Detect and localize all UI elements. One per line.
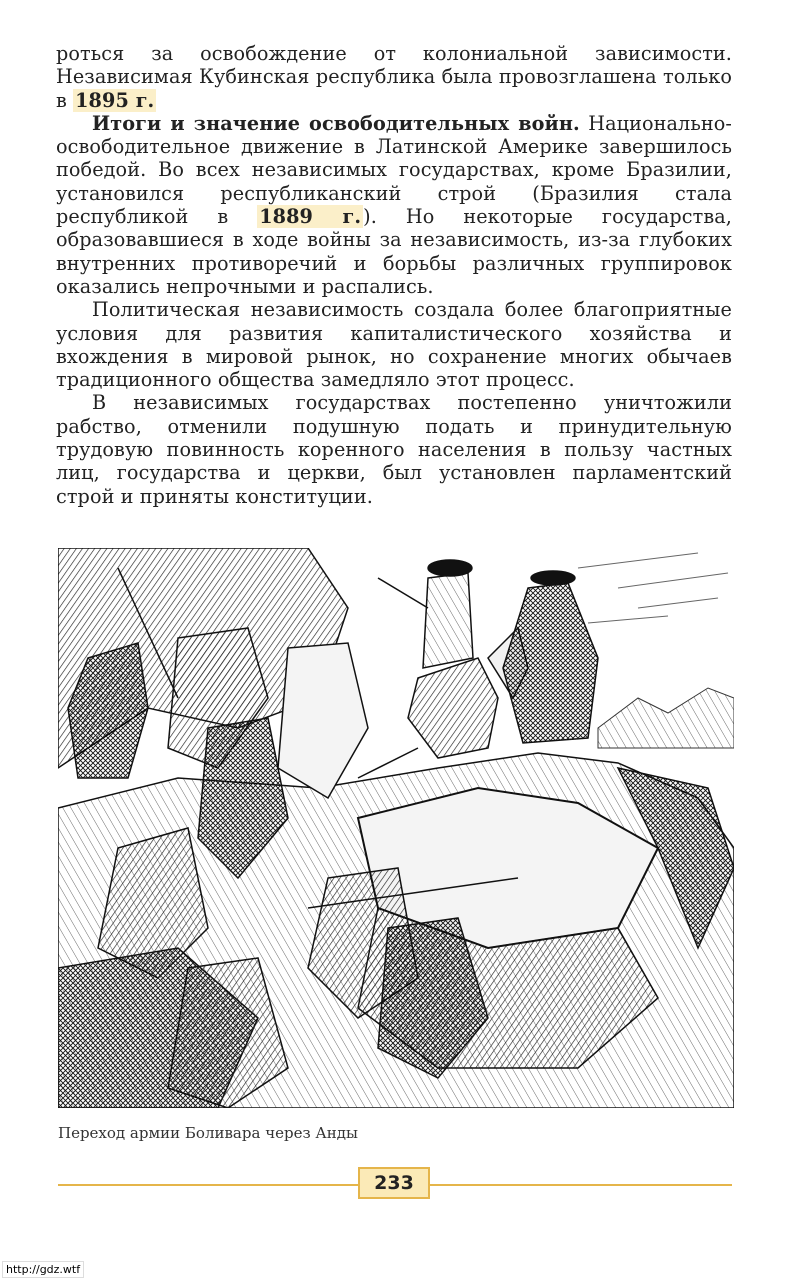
paragraph-1 xyxy=(56,42,732,112)
paragraph-3: Политическая независимость создала более благоприятные условия для развития капиталистического хозяйства и вхождения в мировой рынок, но сохранение многих обычаев традиционного общества замедляло этот процесс. xyxy=(56,298,732,392)
section-heading: Итоги и значение освободительных войн. xyxy=(92,111,580,135)
paragraph-2-text-a: Национально-освободительное движение в Латинской Америке завершилось победой. Во всех независимых государствах, кроме Бразилии, установился республиканский строй (Бразилия стала республикой в xyxy=(56,111,732,229)
main-text xyxy=(56,42,732,508)
engraving-bolivar-andes xyxy=(58,548,734,1108)
illustration-caption: Переход армии Боливара через Анды xyxy=(58,1124,358,1142)
footer-rule-left xyxy=(58,1184,358,1186)
paragraph-2-text-b: ). Но некоторые государства, образовавшиеся в ходе войны за независимость, из-за глубоких внутренних противоречий и борьбы различных группировок оказались непрочными и распались. xyxy=(56,205,732,298)
paragraph-1-text: роться за освобождение от колониальной зависимости. Независимая Кубинская республика была провозглашена только в xyxy=(56,42,732,112)
paragraph-4: В независимых государствах постепенно уничтожили рабство, отменили подушную подать и принудительную трудовую повинность коренного населения в пользу частных лиц, государства и церкви, был установлен парламентский строй и приняты конституции. xyxy=(56,391,732,508)
paragraph-2 xyxy=(56,112,732,298)
source-watermark: http://gdz.wtf xyxy=(2,1261,84,1278)
year-highlight-1895: 1895 г. xyxy=(75,88,155,112)
footer-rule-right xyxy=(430,1184,732,1186)
page-number: 233 xyxy=(358,1167,430,1199)
year-highlight-1889: 1889 г. xyxy=(259,205,362,229)
